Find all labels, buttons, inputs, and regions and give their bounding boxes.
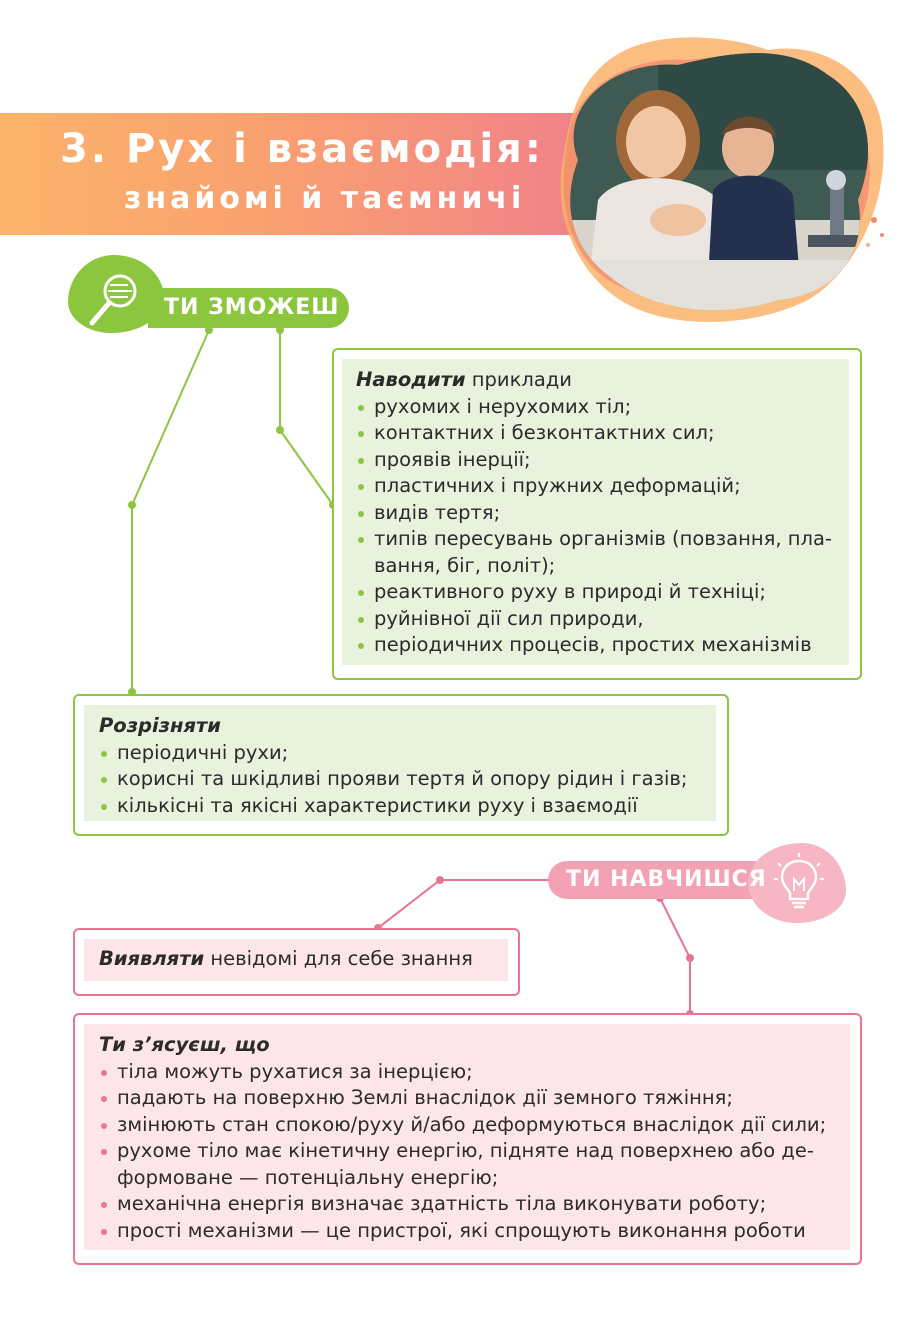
- learn-tag: [548, 843, 843, 913]
- list-item: видів тертя;: [356, 500, 856, 527]
- list-item: змінюють стан спокою/руху й/або деформуються внаслідок дії сили;: [99, 1112, 849, 1139]
- examples-box: [332, 348, 862, 680]
- list-item: пластичних і пружних деформацій;: [356, 473, 856, 500]
- list-item: типів пересувань організмів (повзання, пла-вання, біг, політ);: [356, 526, 856, 579]
- examples-heading: Наводити приклади: [356, 368, 572, 391]
- discover-box: [73, 928, 520, 996]
- list-item: періодичні рухи;: [99, 740, 719, 767]
- list-item: механічна енергія визначає здатність тіла виконувати роботу;: [99, 1191, 849, 1218]
- list-item: корисні та шкідливі прояви тертя й опору рідин і газів;: [99, 766, 719, 793]
- examples-list: [356, 394, 856, 659]
- list-item: контактних і безконтактних сил;: [356, 420, 856, 447]
- list-item: рухоме тіло має кінетичну енергію, підняте над поверхнею або де-формоване — потенціальну енергію;: [99, 1138, 849, 1191]
- list-item: тіла можуть рухатися за інерцією;: [99, 1059, 849, 1086]
- magnifier-icon: [84, 269, 144, 335]
- distinguish-list: [99, 740, 719, 820]
- learn-tag-label: ТИ НАВЧИШСЯ: [566, 867, 767, 892]
- list-item: періодичних процесів, простих механізмів: [356, 632, 856, 659]
- list-item: прості механізми — це пристрої, які спрощують виконання роботи: [99, 1218, 849, 1245]
- distinguish-heading: Розрізняти: [99, 714, 221, 737]
- discover-heading: Виявляти невідомі для себе знання: [99, 947, 473, 970]
- learn-list: [99, 1059, 849, 1245]
- distinguish-box: [73, 694, 729, 836]
- lightbulb-icon: [772, 851, 826, 917]
- can-tag-label: ТИ ЗМОЖЕШ: [164, 295, 340, 320]
- list-item: кількісні та якісні характеристики руху і взаємодії: [99, 793, 719, 820]
- list-item: руйнівної дії сил природи,: [356, 606, 856, 633]
- page-title-line2: знайомі й таємничі: [124, 181, 526, 216]
- learn-box: [73, 1013, 862, 1265]
- list-item: рухомих і нерухомих тіл;: [356, 394, 856, 421]
- page-title-line1: 3. Рух і взаємодія:: [60, 126, 544, 172]
- learn-heading: Ти з’ясуєш, що: [99, 1033, 270, 1056]
- list-item: реактивного руху в природі й техніці;: [356, 579, 856, 606]
- can-tag: [68, 255, 353, 335]
- list-item: падають на поверхню Землі внаслідок дії земного тяжіння;: [99, 1085, 849, 1112]
- list-item: проявів інерції;: [356, 447, 856, 474]
